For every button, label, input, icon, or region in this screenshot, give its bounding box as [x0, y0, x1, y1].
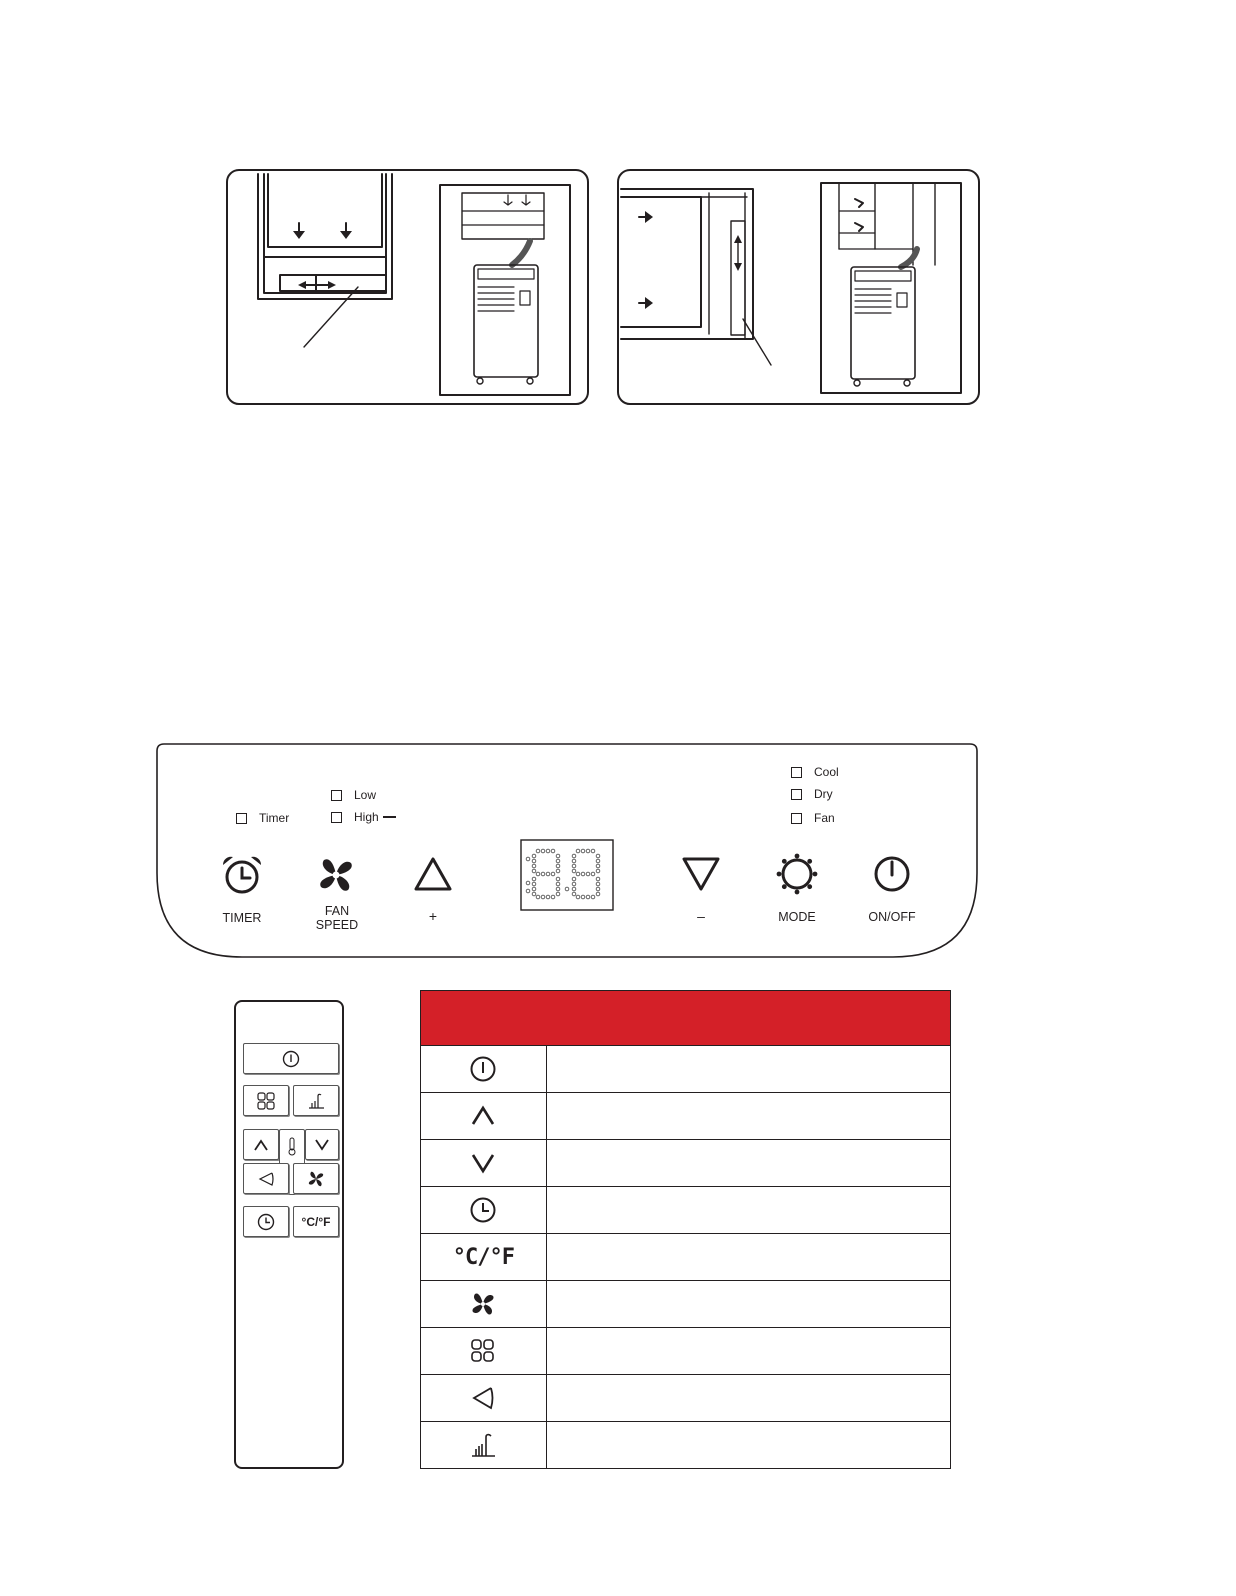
- mode-icon: [469, 1337, 497, 1365]
- low-indicator: [331, 787, 376, 803]
- dry-indicator-label: Dry: [814, 787, 833, 801]
- illustration-horizontal-window: [617, 169, 981, 407]
- mode-button-label: MODE: [778, 910, 816, 924]
- fan-speed-label-line2: SPEED: [315, 918, 359, 932]
- table-row: [421, 1140, 951, 1187]
- remote-down-button[interactable]: [305, 1129, 339, 1160]
- table-row: [421, 1281, 951, 1328]
- on-off-label: ON/OFF: [868, 910, 916, 924]
- table-row-description: [546, 1046, 950, 1093]
- mode-dial-icon: [776, 853, 818, 895]
- alarm-clock-icon: [220, 853, 264, 897]
- dry-indicator: [791, 786, 833, 802]
- remote-temp-unit-button[interactable]: [293, 1206, 339, 1237]
- fan-indicator-label: Fan: [814, 811, 835, 825]
- high-indicator-label: High: [354, 810, 379, 824]
- fan-icon: [316, 855, 356, 895]
- remote-control: [234, 1000, 344, 1469]
- table-header-row: [421, 991, 951, 1046]
- table-row: [421, 1046, 951, 1093]
- table-row-description: [546, 1140, 950, 1187]
- power-icon: [469, 1055, 497, 1083]
- fan-icon: [307, 1170, 325, 1188]
- swing-icon: [257, 1171, 275, 1187]
- celsius-fahrenheit-icon: °C/°F: [452, 1244, 515, 1270]
- sleep-icon: [469, 1431, 497, 1459]
- table-row: [421, 1375, 951, 1422]
- temp-up-button[interactable]: [413, 855, 453, 893]
- led-display: [520, 839, 614, 911]
- plus-label: +: [428, 908, 438, 924]
- illustration-vertical-window: [226, 169, 590, 407]
- remote-mode-button[interactable]: [243, 1085, 289, 1116]
- table-row: [421, 1328, 951, 1375]
- table-row: [421, 1093, 951, 1140]
- sleep-icon: [307, 1092, 325, 1110]
- fan-speed-label: [292, 904, 382, 932]
- cool-indicator: [791, 764, 839, 780]
- fan-icon: [469, 1290, 497, 1318]
- power-button[interactable]: [872, 853, 912, 893]
- low-indicator-label: Low: [354, 788, 377, 802]
- triangle-down-icon: [681, 855, 721, 893]
- timer-button[interactable]: [220, 853, 264, 897]
- minus-label: –: [697, 908, 705, 924]
- power-icon: [282, 1050, 300, 1068]
- temp-down-button[interactable]: [681, 855, 721, 893]
- table-row-description: [546, 1093, 950, 1140]
- remote-timer-button[interactable]: [243, 1206, 289, 1237]
- chevron-down-icon: [469, 1151, 497, 1175]
- table-row-description: [546, 1328, 950, 1375]
- swing-icon: [469, 1385, 497, 1411]
- remote-power-button[interactable]: [243, 1043, 339, 1074]
- fan-indicator: [791, 810, 835, 826]
- remote-fan-button[interactable]: [293, 1163, 339, 1194]
- fan-speed-label-line1: FAN: [324, 904, 350, 918]
- table-row: [421, 1234, 951, 1281]
- remote-swing-button[interactable]: [243, 1163, 289, 1194]
- control-panel: [156, 743, 978, 959]
- temp-unit-label: °C/°F: [301, 1214, 331, 1229]
- chevron-up-icon: [253, 1138, 269, 1152]
- fan-speed-button[interactable]: [316, 855, 356, 895]
- timer-button-label: TIMER: [222, 911, 262, 925]
- table-row: [421, 1422, 951, 1469]
- table-row: [421, 1187, 951, 1234]
- high-indicator: [331, 809, 396, 825]
- clock-icon: [257, 1213, 275, 1231]
- remote-function-table: [420, 990, 951, 1469]
- table-header: [421, 991, 951, 1046]
- thermometer-icon: [287, 1137, 297, 1157]
- remote-up-button[interactable]: [243, 1129, 279, 1160]
- clock-icon: [469, 1196, 497, 1224]
- table-row-description: [546, 1422, 950, 1469]
- cool-indicator-label: Cool: [814, 765, 839, 779]
- triangle-up-icon: [413, 855, 453, 893]
- table-row-description: [546, 1187, 950, 1234]
- mode-button[interactable]: [776, 853, 818, 895]
- table-row-description: [546, 1281, 950, 1328]
- remote-sleep-button[interactable]: [293, 1085, 339, 1116]
- timer-indicator-label: Timer: [259, 811, 290, 825]
- power-icon: [872, 853, 912, 893]
- chevron-up-icon: [469, 1104, 497, 1128]
- mode-icon: [257, 1092, 275, 1110]
- table-row-description: [546, 1234, 950, 1281]
- table-row-description: [546, 1375, 950, 1422]
- timer-indicator: [236, 810, 289, 826]
- chevron-down-icon: [314, 1138, 330, 1152]
